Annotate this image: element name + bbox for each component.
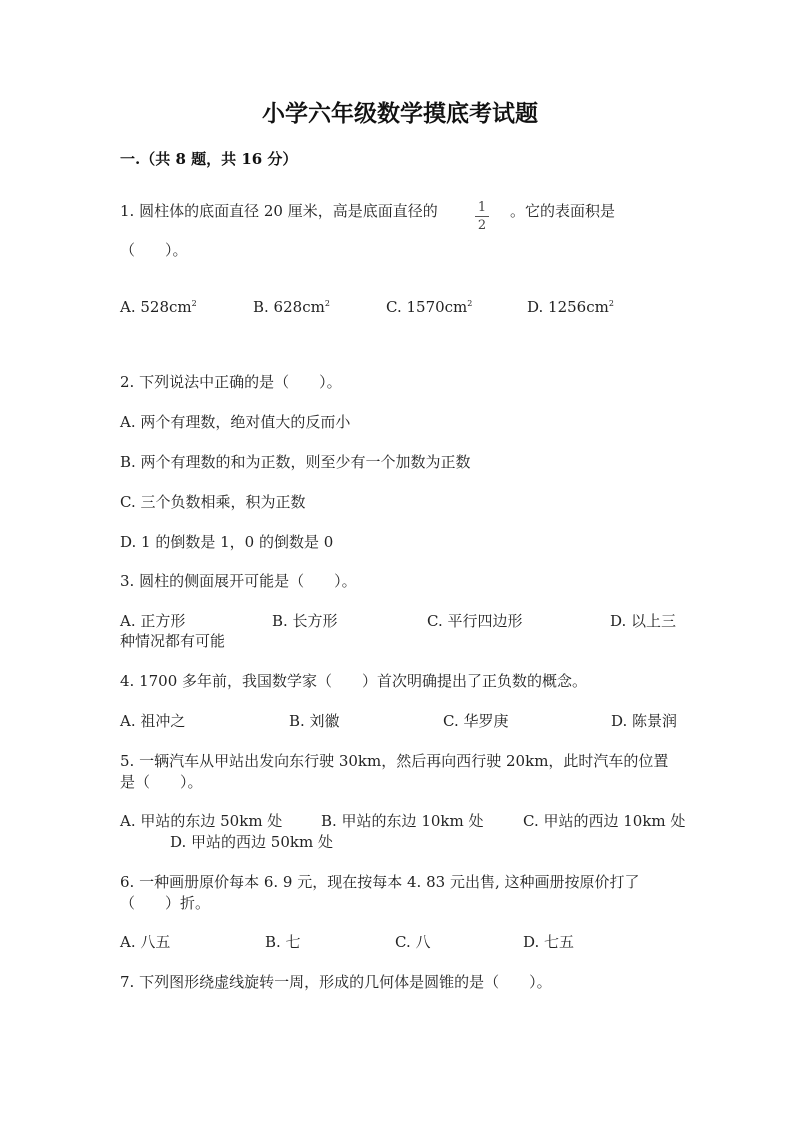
question-4-option-b: B. 刘徽 [289, 712, 340, 730]
question-1-option-c: C. $1570cm^2$ [386, 298, 473, 316]
question-2-option-c: C. 三个负数相乘，积为正数 [120, 493, 306, 511]
question-5-stem-cont: 是（ ）。 [120, 773, 203, 791]
fraction-bar [475, 216, 489, 217]
question-3-option-b: B. 长方形 [272, 612, 338, 630]
question-7-stem: 7. 下列图形绕虚线旋转一周，形成的几何体是圆锥的是（ ）。 [120, 973, 552, 991]
question-5-stem: 5. 一辆汽车从甲站出发向东行驶 30km，然后再向西行驶 20km，此时汽车的位置 [120, 752, 669, 770]
question-1-blank: （ ）。 [120, 241, 188, 259]
question-3-stem: 3. 圆柱的侧面展开可能是（ ）。 [120, 572, 357, 590]
question-2-option-d: D. 1 的倒数是 1，0 的倒数是 0 [120, 533, 334, 551]
question-2-stem: 2. 下列说法中正确的是（ ）。 [120, 373, 342, 391]
question-5-option-d: D. 甲站的西边 50km 处 [170, 833, 333, 851]
question-5-option-a: A. 甲站的东边 50km 处 [120, 812, 283, 830]
question-1-tail: 。它的表面积是 [510, 202, 616, 220]
question-4-stem: 4. 1700 多年前，我国数学家（ ）首次明确提出了正负数的概念。 [120, 672, 588, 690]
question-3-option-c: C. 平行四边形 [427, 612, 523, 630]
question-6-option-b: B. 七 [265, 933, 301, 951]
question-5-option-b: B. 甲站的东边 10km 处 [321, 812, 484, 830]
page-title: 小学六年级数学摸底考试题 [262, 100, 538, 127]
question-1-option-b: B. $628cm^2$ [253, 298, 330, 316]
question-6-stem: 6. 一种画册原价每本 6. 9 元，现在按每本 4. 83 元出售, 这种画册按原价打了 [120, 873, 640, 891]
question-6-stem-cont: （ ）折。 [120, 894, 211, 912]
fraction-numerator: 1 [477, 200, 487, 215]
question-4-option-c: C. 华罗庚 [443, 712, 509, 730]
fraction-denominator: 2 [477, 218, 487, 233]
question-4-option-d: D. 陈景润 [611, 712, 678, 730]
question-4-option-a: A. 祖冲之 [120, 712, 186, 730]
question-2-option-a: A. 两个有理数，绝对值大的反而小 [120, 413, 351, 431]
question-1-stem: 1. 圆柱体的底面直径 20 厘米，高是底面直径的 [120, 202, 438, 220]
question-6-option-a: A. 八五 [120, 933, 171, 951]
question-1-option-d: D. $1256cm^2$ [527, 298, 614, 316]
question-3-option-d-cont: 种情况都有可能 [120, 632, 226, 650]
question-3-option-d: D. 以上三 [610, 612, 677, 630]
question-3-option-a: A. 正方形 [120, 612, 186, 630]
question-1-fraction [475, 201, 489, 232]
section-heading: 一.（共 8 题，共 16 分） [120, 150, 298, 168]
question-1-option-a: A. $528cm^2$ [120, 298, 197, 316]
question-6-option-d: D. 七五 [523, 933, 575, 951]
question-5-option-c: C. 甲站的西边 10km 处 [523, 812, 686, 830]
question-6-option-c: C. 八 [395, 933, 431, 951]
question-2-option-b: B. 两个有理数的和为正数，则至少有一个加数为正数 [120, 453, 471, 471]
